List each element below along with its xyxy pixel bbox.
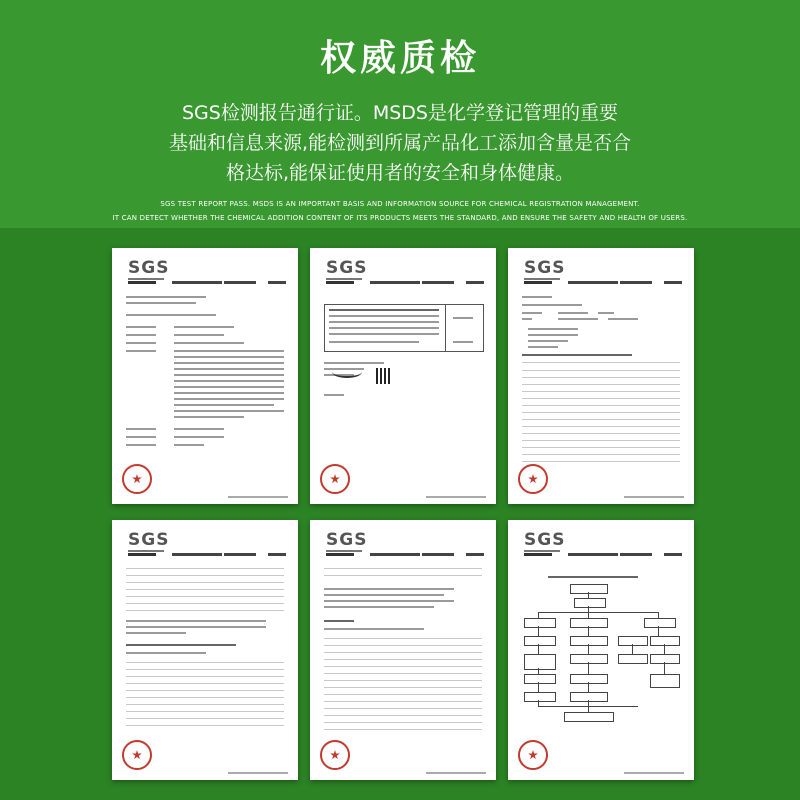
intro-line-1: SGS检测报告通行证。MSDS是化学登记管理的重要 bbox=[182, 102, 618, 124]
logo-underline bbox=[128, 278, 164, 280]
report-header bbox=[524, 281, 682, 287]
report-header bbox=[128, 281, 286, 287]
intro-line-3: 格达标,能保证使用者的安全和身体健康。 bbox=[225, 162, 575, 184]
flowchart-caption bbox=[548, 576, 638, 578]
sgs-logo: SGS bbox=[326, 530, 368, 550]
qr-code-icon bbox=[376, 368, 392, 384]
sgs-report-1 bbox=[112, 248, 298, 504]
logo-underline bbox=[326, 550, 362, 552]
sgs-logo: SGS bbox=[524, 258, 566, 278]
sgs-report-5 bbox=[310, 520, 496, 780]
sgs-seal-icon bbox=[320, 464, 350, 494]
sgs-seal-icon bbox=[320, 740, 350, 770]
sgs-seal-icon bbox=[518, 464, 548, 494]
sgs-logo: SGS bbox=[128, 530, 170, 550]
logo-underline bbox=[524, 278, 560, 280]
intro-text bbox=[60, 98, 740, 188]
english-line-1: SGS TEST REPORT PASS. MSDS IS AN IMPORTANT BASIS AND INFORMATION SOURCE FOR CHEMICAL REGISTRATION MANAGEMENT. bbox=[160, 200, 640, 208]
report-footer bbox=[426, 772, 486, 774]
report-footer bbox=[624, 496, 684, 498]
sgs-report-3 bbox=[508, 248, 694, 504]
intro-line-2: 基础和信息来源,能检测到所属产品化工添加含量是否合 bbox=[168, 132, 632, 154]
signature bbox=[332, 366, 362, 378]
report-header bbox=[128, 553, 286, 559]
logo-underline bbox=[326, 278, 362, 280]
report-footer bbox=[228, 496, 288, 498]
sgs-seal-icon bbox=[518, 740, 548, 770]
sgs-seal-icon bbox=[122, 740, 152, 770]
english-line-2: IT CAN DETECT WHETHER THE CHEMICAL ADDITION CONTENT OF ITS PRODUCTS MEETS THE STANDARD, AND ENSURE THE SAFETY AND HEALTH OF USERS. bbox=[112, 214, 688, 222]
logo-underline bbox=[524, 550, 560, 552]
conclusion-table bbox=[324, 304, 484, 352]
sgs-logo: SGS bbox=[128, 258, 170, 278]
sgs-seal-icon bbox=[122, 464, 152, 494]
sgs-logo: SGS bbox=[524, 530, 566, 550]
report-header bbox=[326, 553, 484, 559]
sgs-report-4 bbox=[112, 520, 298, 780]
sgs-report-6 bbox=[508, 520, 694, 780]
report-footer bbox=[228, 772, 288, 774]
report-footer bbox=[426, 496, 486, 498]
report-header bbox=[524, 553, 682, 559]
sgs-report-2 bbox=[310, 248, 496, 504]
report-header bbox=[326, 281, 484, 287]
page-title: 权威质检 bbox=[319, 38, 480, 79]
report-footer bbox=[624, 772, 684, 774]
logo-underline bbox=[128, 550, 164, 552]
sgs-logo: SGS bbox=[326, 258, 368, 278]
